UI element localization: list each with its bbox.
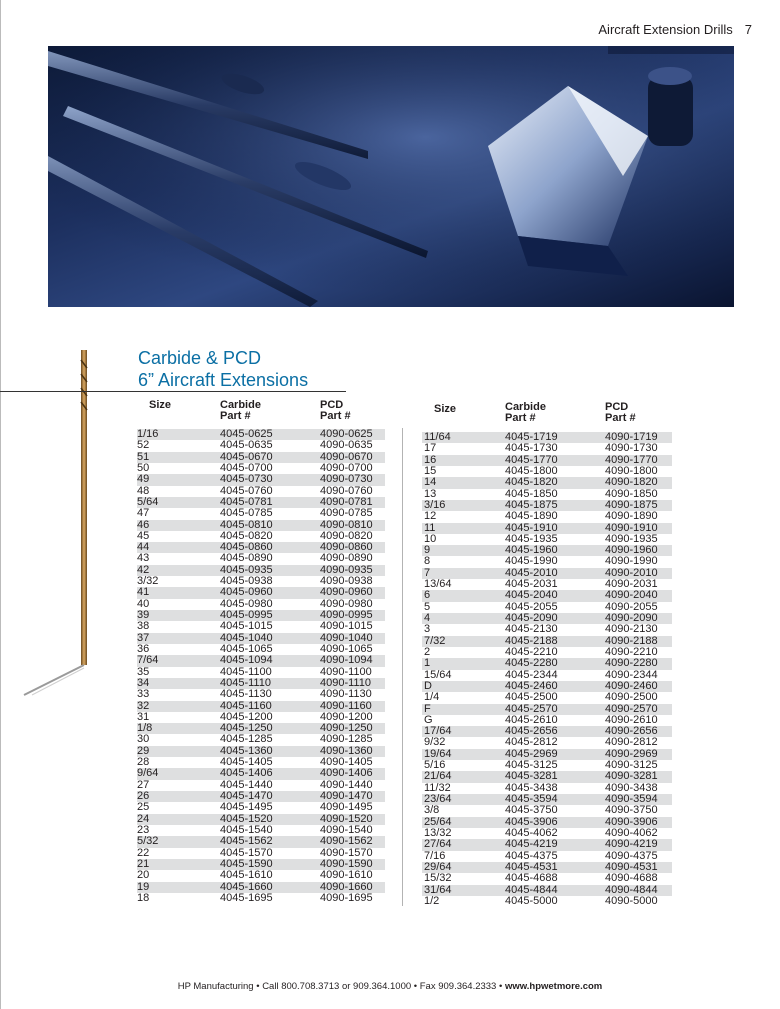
cell-pcd-part: 4090-3281 [605, 770, 658, 783]
title-rule [0, 391, 346, 392]
cell-pcd-part: 4090-2610 [605, 713, 658, 726]
cell-pcd-part: 4090-2812 [605, 736, 658, 749]
cell-carbide-part: 4045-0960 [220, 586, 273, 599]
table-row [137, 893, 385, 904]
cell-size: 9/32 [424, 736, 446, 749]
drill-bits-illustration [48, 46, 734, 307]
cell-size: 48 [137, 484, 150, 497]
cell-carbide-part: 4045-3281 [505, 770, 558, 783]
cell-carbide-part: 4045-1040 [220, 631, 273, 644]
cell-carbide-part: 4045-1820 [505, 476, 558, 489]
cell-size: 35 [137, 665, 150, 678]
cell-size: 31 [137, 710, 150, 723]
cell-size: 11 [424, 521, 436, 534]
cell-size: 26 [137, 790, 150, 802]
cell-carbide-part: 4045-1065 [220, 642, 273, 655]
cell-size: 6 [424, 589, 431, 602]
cell-carbide-part: 4045-1130 [220, 688, 272, 701]
cell-size: 15/64 [424, 668, 452, 681]
cell-pcd-part: 4090-0938 [320, 575, 373, 588]
cell-pcd-part: 4090-4219 [605, 838, 658, 851]
cell-pcd-part: 4090-3750 [605, 804, 658, 817]
cell-pcd-part: 4090-1890 [605, 510, 658, 523]
cell-carbide-part: 4045-3750 [505, 804, 558, 817]
cell-pcd-part: 4090-1100 [320, 665, 372, 678]
cell-size: 27 [137, 778, 150, 791]
cell-carbide-part: 4045-2969 [505, 747, 558, 760]
cell-size: 11/32 [424, 781, 451, 794]
cell-carbide-part: 4045-0785 [220, 507, 273, 520]
cell-pcd-part: 4090-1820 [605, 476, 658, 489]
page-title [138, 347, 308, 391]
cell-pcd-part: 4090-3125 [605, 759, 658, 772]
cell-carbide-part: 4045-0938 [220, 575, 273, 588]
cell-carbide-part: 4045-1495 [220, 801, 273, 814]
cell-size: 16 [424, 453, 437, 466]
cell-size: 19/64 [424, 747, 452, 760]
table-row [137, 802, 385, 813]
cell-pcd-part: 4090-1285 [320, 733, 373, 746]
cell-carbide-part: 4045-0781 [220, 495, 273, 508]
cell-pcd-part: 4090-2090 [605, 612, 658, 624]
cell-size: 3/16 [424, 498, 446, 511]
cell-carbide-part: 4045-1719 [505, 431, 558, 443]
cell-size: 38 [137, 620, 150, 633]
cell-carbide-part: 4045-0980 [220, 597, 273, 610]
cell-pcd-part: 4090-1719 [605, 431, 658, 443]
cell-pcd-part: 4090-1160 [320, 699, 372, 712]
cell-size: 9 [424, 544, 431, 557]
table-row [422, 692, 672, 703]
cell-pcd-part: 4090-1610 [320, 869, 373, 882]
cell-size: 12 [424, 510, 437, 523]
cell-pcd-part: 4090-4531 [605, 860, 658, 873]
cell-carbide-part: 4045-1110 [220, 676, 271, 689]
cell-carbide-part: 4045-2130 [505, 623, 558, 636]
cell-pcd-part: 4090-1406 [320, 767, 373, 780]
cell-carbide-part: 4045-3594 [505, 793, 558, 805]
cell-pcd-part: 4090-2969 [605, 747, 658, 760]
cell-carbide-part: 4045-1285 [220, 733, 273, 746]
cell-carbide-part: 4045-0670 [220, 450, 273, 463]
cell-carbide-part: 4045-1094 [220, 654, 273, 667]
col-pcd: PCD Part # [320, 399, 351, 422]
table-row [422, 658, 672, 669]
cell-carbide-part: 4045-5000 [505, 894, 558, 907]
page-footer [0, 981, 780, 992]
cell-carbide-part: 4045-2570 [505, 702, 558, 715]
cell-pcd-part: 4090-2040 [605, 589, 658, 602]
cell-pcd-part: 4090-1875 [605, 498, 658, 511]
footer-url[interactable]: www.hpwetmore.com [504, 981, 603, 992]
cell-carbide-part: 4045-4531 [505, 860, 558, 873]
cell-size: 9/64 [137, 767, 159, 780]
table-row [137, 508, 385, 519]
cell-size: 28 [137, 756, 150, 769]
cell-size: 47 [137, 507, 150, 520]
cell-size: 19 [137, 880, 150, 893]
cell-pcd-part: 4090-3906 [605, 815, 658, 828]
cell-carbide-part: 4045-1520 [220, 812, 273, 825]
cell-carbide-part: 4045-0760 [220, 484, 273, 497]
cell-carbide-part: 4045-2610 [505, 713, 558, 726]
footer-contact: HP Manufacturing • Call 800.708.3713 or 909.364.1000 • Fax 909.364.2333 • [177, 981, 505, 992]
cell-carbide-part: 4045-1360 [220, 744, 273, 757]
cell-size: 34 [137, 676, 150, 689]
cell-size: 40 [137, 597, 150, 610]
cell-pcd-part: 4090-2500 [605, 691, 658, 704]
cell-carbide-part: 4045-1800 [505, 464, 558, 477]
cell-pcd-part: 4090-5000 [605, 894, 658, 907]
cell-carbide-part: 4045-1470 [220, 790, 273, 802]
cell-pcd-part: 4090-0785 [320, 507, 373, 520]
cell-pcd-part: 4090-0960 [320, 586, 373, 599]
cell-carbide-part: 4045-1875 [505, 498, 558, 511]
cell-pcd-part: 4090-1590 [320, 857, 373, 870]
col-size: Size [149, 399, 172, 411]
page-edge [0, 0, 1, 1009]
cell-size: 3 [424, 623, 431, 636]
cell-carbide-part: 4045-1590 [220, 857, 273, 870]
cell-size: 1/8 [137, 722, 153, 735]
cell-carbide-part: 4045-1406 [220, 767, 273, 780]
cell-carbide-part: 4045-1562 [220, 835, 273, 848]
cell-pcd-part: 4090-1440 [320, 778, 373, 791]
cell-carbide-part: 4045-2090 [505, 612, 558, 624]
cell-pcd-part: 4090-1094 [320, 654, 373, 667]
cell-pcd-part: 4090-0995 [320, 609, 373, 621]
cell-pcd-part: 4090-1570 [320, 846, 373, 859]
cell-carbide-part: 4045-1695 [220, 891, 273, 904]
cell-pcd-part: 4090-1065 [320, 642, 373, 655]
cell-size: 13 [424, 487, 437, 500]
cell-size: 3/8 [424, 804, 440, 817]
cell-size: 1/16 [137, 428, 159, 440]
cell-size: D [424, 679, 432, 692]
cell-size: 1/4 [424, 691, 440, 704]
cell-carbide-part: 4045-1570 [220, 846, 273, 859]
cell-size: 41 [137, 586, 150, 599]
cell-pcd-part: 4090-1520 [320, 812, 373, 825]
cell-carbide-part: 4045-2040 [505, 589, 558, 602]
cell-carbide-part: 4045-0625 [220, 428, 273, 440]
cell-size: 52 [137, 439, 150, 452]
cell-carbide-part: 4045-2656 [505, 725, 558, 738]
cell-carbide-part: 4045-4219 [505, 838, 558, 851]
cell-pcd-part: 4090-1200 [320, 710, 373, 723]
cell-size: 8 [424, 555, 431, 568]
cell-pcd-part: 4090-0820 [320, 529, 373, 542]
drill-bit-icon [22, 350, 92, 700]
cell-size: 7/32 [424, 634, 446, 647]
cell-pcd-part: 4090-0810 [320, 518, 373, 531]
cell-size: 7 [424, 566, 431, 579]
cell-carbide-part: 4045-2460 [505, 679, 558, 692]
cell-pcd-part: 4090-0730 [320, 473, 373, 486]
table-row [137, 870, 385, 881]
cell-pcd-part: 4090-1130 [320, 688, 372, 701]
cell-pcd-part: 4090-2460 [605, 679, 658, 692]
table-row [422, 624, 672, 635]
cell-carbide-part: 4045-2812 [505, 736, 558, 749]
cell-carbide-part: 4045-1440 [220, 778, 273, 791]
cell-size: 7/64 [137, 654, 159, 667]
cell-pcd-part: 4090-1015 [320, 620, 373, 633]
cell-size: 1 [424, 657, 431, 670]
cell-carbide-part: 4045-1660 [220, 880, 273, 893]
cell-carbide-part: 4045-1015 [220, 620, 273, 633]
cell-carbide-part: 4045-2500 [505, 691, 558, 704]
cell-size: 39 [137, 609, 150, 621]
table-row [137, 474, 385, 485]
cell-size: 51 [137, 450, 150, 463]
cell-size: 17/64 [424, 725, 452, 738]
cell-pcd-part: 4090-1770 [605, 453, 658, 466]
cell-carbide-part: 4045-2055 [505, 600, 558, 613]
cell-size: 49 [137, 473, 150, 486]
cell-carbide-part: 4045-2031 [505, 578, 558, 591]
cell-size: 14 [424, 476, 437, 489]
cell-carbide-part: 4045-3906 [505, 815, 558, 828]
cell-pcd-part: 4090-1360 [320, 744, 373, 757]
cell-size: 5 [424, 600, 431, 613]
cell-size: 30 [137, 733, 150, 746]
table-row [422, 511, 672, 522]
table-row [422, 443, 672, 454]
cell-size: 21/64 [424, 770, 452, 783]
column-divider [402, 428, 403, 906]
cell-pcd-part: 4090-2344 [605, 668, 658, 681]
cell-size: 25 [137, 801, 150, 814]
cell-pcd-part: 4090-1470 [320, 790, 373, 802]
cell-carbide-part: 4045-2010 [505, 566, 558, 579]
table-row [137, 655, 385, 666]
cell-size: G [424, 713, 433, 726]
cell-pcd-part: 4090-2210 [605, 645, 658, 658]
cell-size: 2 [424, 645, 431, 658]
cell-carbide-part: 4045-3125 [505, 759, 558, 772]
cell-size: 31/64 [424, 883, 452, 896]
cell-size: 29/64 [424, 860, 452, 873]
cell-carbide-part: 4045-1160 [220, 699, 272, 712]
cell-pcd-part: 4090-0635 [320, 439, 373, 452]
cell-pcd-part: 4090-1660 [320, 880, 373, 893]
cell-size: 23/64 [424, 793, 452, 805]
cell-carbide-part: 4045-0810 [220, 518, 273, 531]
cell-pcd-part: 4090-0935 [320, 563, 373, 576]
cell-pcd-part: 4090-4062 [605, 826, 658, 839]
cell-pcd-part: 4090-1800 [605, 464, 658, 477]
cell-size: 10 [424, 532, 437, 545]
cell-pcd-part: 4090-4688 [605, 872, 658, 885]
cell-pcd-part: 4090-4844 [605, 883, 658, 896]
cell-size: F [424, 702, 431, 715]
cell-pcd-part: 4090-4375 [605, 849, 658, 862]
cell-carbide-part: 4045-4062 [505, 826, 558, 839]
cell-size: 15/32 [424, 872, 452, 885]
cell-carbide-part: 4045-1850 [505, 487, 558, 500]
cell-size: 45 [137, 529, 150, 542]
cell-pcd-part: 4090-1110 [320, 676, 371, 689]
cell-pcd-part: 4090-1562 [320, 835, 373, 848]
cell-size: 29 [137, 744, 150, 757]
cell-carbide-part: 4045-2344 [505, 668, 558, 681]
cell-carbide-part: 4045-0730 [220, 473, 273, 486]
cell-pcd-part: 4090-1540 [320, 823, 373, 836]
cell-size: 13/32 [424, 826, 452, 839]
cell-size: 5/16 [424, 759, 446, 772]
cell-pcd-part: 4090-0760 [320, 484, 373, 497]
cell-size: 20 [137, 869, 150, 882]
cell-carbide-part: 4045-4375 [505, 849, 558, 862]
cell-pcd-part: 4090-0781 [320, 495, 373, 508]
cell-pcd-part: 4090-1040 [320, 631, 373, 644]
table-row [137, 587, 385, 598]
cell-carbide-part: 4045-0635 [220, 439, 273, 452]
cell-pcd-part: 4090-0670 [320, 450, 373, 463]
table-row [422, 873, 672, 884]
cell-size: 21 [137, 857, 150, 870]
cell-pcd-part: 4090-2570 [605, 702, 658, 715]
cell-size: 11/64 [424, 431, 451, 443]
cell-size: 43 [137, 552, 150, 565]
table-row [137, 621, 385, 632]
cell-carbide-part: 4045-3438 [505, 781, 558, 794]
col-carbide: Carbide Part # [220, 399, 261, 422]
cell-carbide-part: 4045-1935 [505, 532, 558, 545]
cell-pcd-part: 4090-0700 [320, 461, 373, 474]
cell-pcd-part: 4090-2280 [605, 657, 658, 670]
cell-carbide-part: 4045-0700 [220, 461, 273, 474]
cell-pcd-part: 4090-2055 [605, 600, 658, 613]
table-row [137, 768, 385, 779]
cell-pcd-part: 4090-3438 [605, 781, 658, 794]
table-row [422, 839, 672, 850]
cell-pcd-part: 4090-1730 [605, 442, 658, 455]
cell-pcd-part: 4090-1910 [605, 521, 658, 534]
cell-size: 15 [424, 464, 437, 477]
table-row [422, 771, 672, 782]
cell-pcd-part: 4090-1990 [605, 555, 658, 568]
section-title: Aircraft Extension Drills [598, 22, 733, 37]
cell-carbide-part: 4045-1960 [505, 544, 558, 557]
cell-pcd-part: 4090-1935 [605, 532, 658, 545]
cell-carbide-part: 4045-0820 [220, 529, 273, 542]
cell-size: 32 [137, 699, 150, 712]
cell-pcd-part: 4090-0980 [320, 597, 373, 610]
cell-pcd-part: 4090-1495 [320, 801, 373, 814]
cell-carbide-part: 4045-2280 [505, 657, 558, 670]
cell-size: 46 [137, 518, 150, 531]
table-row [137, 836, 385, 847]
table-row [422, 477, 672, 488]
table-row [137, 689, 385, 700]
cell-pcd-part: 4090-0860 [320, 541, 373, 554]
page-header [598, 22, 752, 37]
cell-pcd-part: 4090-2010 [605, 566, 658, 579]
cell-size: 3/32 [137, 575, 159, 588]
cell-size: 36 [137, 642, 150, 655]
cell-pcd-part: 4090-0890 [320, 552, 373, 565]
cell-size: 18 [137, 891, 150, 904]
cell-pcd-part: 4090-1850 [605, 487, 658, 500]
cell-size: 7/16 [424, 849, 446, 862]
cell-carbide-part: 4045-1540 [220, 823, 273, 836]
cell-size: 4 [424, 612, 431, 624]
cell-carbide-part: 4045-0935 [220, 563, 273, 576]
cell-carbide-part: 4045-4688 [505, 872, 558, 885]
page-number: 7 [744, 22, 752, 37]
cell-carbide-part: 4045-1610 [220, 869, 273, 882]
cell-carbide-part: 4045-0890 [220, 552, 273, 565]
table-row [422, 590, 672, 601]
cell-size: 5/64 [137, 495, 159, 508]
cell-carbide-part: 4045-1100 [220, 665, 272, 678]
title-line-1: Carbide & PCD [138, 348, 262, 368]
cell-pcd-part: 4090-1250 [320, 722, 373, 735]
cell-carbide-part: 4045-1890 [505, 510, 558, 523]
cell-carbide-part: 4045-1730 [505, 442, 558, 455]
cell-pcd-part: 4090-0625 [320, 428, 373, 440]
cell-size: 33 [137, 688, 150, 701]
hero-photo [48, 46, 734, 307]
table-body [137, 429, 385, 904]
cell-size: 23 [137, 823, 150, 836]
cell-carbide-part: 4045-1200 [220, 710, 273, 723]
cell-carbide-part: 4045-2210 [505, 645, 558, 658]
cell-carbide-part: 4045-1990 [505, 555, 558, 568]
cell-size: 42 [137, 563, 150, 576]
cell-size: 50 [137, 461, 150, 474]
table-row [422, 896, 672, 907]
cell-size: 37 [137, 631, 150, 644]
cell-carbide-part: 4045-0860 [220, 541, 273, 554]
cell-size: 17 [424, 442, 437, 455]
table-row [137, 440, 385, 451]
cell-carbide-part: 4045-0995 [220, 609, 273, 621]
cell-size: 27/64 [424, 838, 452, 851]
title-line-2: 6” Aircraft Extensions [138, 370, 309, 390]
table-row [422, 805, 672, 816]
cell-pcd-part: 4090-2031 [605, 578, 658, 591]
cell-pcd-part: 4090-2188 [605, 634, 658, 647]
cell-carbide-part: 4045-1250 [220, 722, 273, 735]
cell-size: 44 [137, 541, 150, 554]
cell-pcd-part: 4090-1405 [320, 756, 373, 769]
col-carbide: Carbide Part # [505, 401, 546, 424]
cell-pcd-part: 4090-2130 [605, 623, 658, 636]
table-body [422, 432, 672, 907]
cell-size: 5/32 [137, 835, 159, 848]
cell-size: 24 [137, 812, 150, 825]
cell-size: 13/64 [424, 578, 452, 591]
cell-size: 1/2 [424, 894, 440, 907]
col-size: Size [434, 403, 457, 415]
cell-size: 25/64 [424, 815, 452, 828]
cell-pcd-part: 4090-1960 [605, 544, 658, 557]
cell-carbide-part: 4045-1770 [505, 453, 558, 466]
cell-carbide-part: 4045-4844 [505, 883, 558, 896]
cell-carbide-part: 4045-1405 [220, 756, 273, 769]
cell-pcd-part: 4090-2656 [605, 725, 658, 738]
cell-carbide-part: 4045-1910 [505, 521, 558, 534]
col-pcd: PCD Part # [605, 401, 636, 424]
cell-pcd-part: 4090-3594 [605, 793, 658, 805]
cell-size: 22 [137, 846, 150, 859]
cell-carbide-part: 4045-2188 [505, 634, 558, 647]
cell-pcd-part: 4090-1695 [320, 891, 373, 904]
